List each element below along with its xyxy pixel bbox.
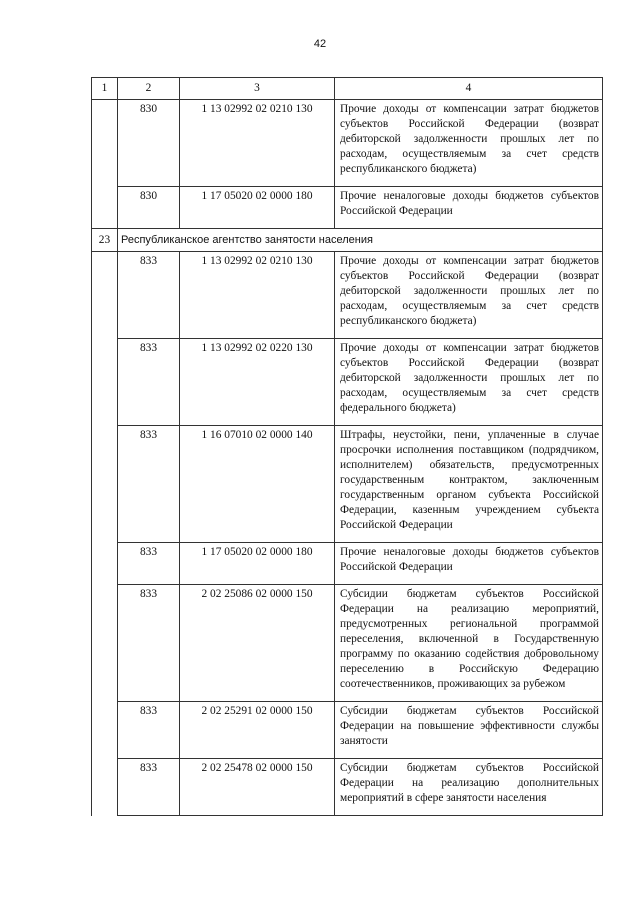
description-cell: Прочие доходы от компенсации затрат бюджетов субъектов Российской Федерации (возврат дебиторской задолженности прошлых лет по расходам, осуществляемым за счет средств федерального бюджета) xyxy=(335,339,603,426)
section-name: Республиканское агентство занятости населения xyxy=(118,229,603,252)
description-cell: Субсидии бюджетам субъектов Российской Федерации на реализацию дополнительных мероприятий в сфере занятости населения xyxy=(335,759,603,816)
table-row xyxy=(92,339,603,426)
admin-code-cell: 830 xyxy=(118,100,180,187)
row-number-cell xyxy=(92,759,118,816)
budget-code-cell: 2 02 25086 02 0000 150 xyxy=(180,585,335,702)
row-number-cell xyxy=(92,187,118,229)
section-number: 23 xyxy=(92,229,118,252)
admin-code-cell: 833 xyxy=(118,252,180,339)
table-header-row xyxy=(92,78,603,100)
row-number-cell xyxy=(92,100,118,187)
table-row xyxy=(92,759,603,816)
header-cell: 1 xyxy=(92,78,118,100)
budget-code-cell: 1 13 02992 02 0210 130 xyxy=(180,100,335,187)
table-row xyxy=(92,585,603,702)
header-cell: 2 xyxy=(118,78,180,100)
table-row xyxy=(92,100,603,187)
budget-code-cell: 1 17 05020 02 0000 180 xyxy=(180,187,335,229)
row-number-cell xyxy=(92,702,118,759)
budget-code-cell: 1 13 02992 02 0220 130 xyxy=(180,339,335,426)
row-number-cell xyxy=(92,252,118,339)
description-cell: Штрафы, неустойки, пени, уплаченные в случае просрочки исполнения поставщиком (подрядчиком, исполнителем) обязательств, предусмотренных государственным контрактом, заключенным государственным органом субъекта Российской Федерации, казенным учреждением субъекта Российской Федерации xyxy=(335,426,603,543)
table-row xyxy=(92,702,603,759)
description-cell: Прочие неналоговые доходы бюджетов субъектов Российской Федерации xyxy=(335,187,603,229)
row-number-cell xyxy=(92,543,118,585)
table-row xyxy=(92,543,603,585)
budget-code-cell: 2 02 25291 02 0000 150 xyxy=(180,702,335,759)
revenue-codes-table xyxy=(91,77,603,816)
budget-code-cell: 1 13 02992 02 0210 130 xyxy=(180,252,335,339)
admin-code-cell: 833 xyxy=(118,339,180,426)
section-row xyxy=(92,229,603,252)
budget-code-cell: 1 17 05020 02 0000 180 xyxy=(180,543,335,585)
admin-code-cell: 833 xyxy=(118,702,180,759)
row-number-cell xyxy=(92,426,118,543)
page-number: 42 xyxy=(313,38,327,50)
admin-code-cell: 830 xyxy=(118,187,180,229)
row-number-cell xyxy=(92,339,118,426)
admin-code-cell: 833 xyxy=(118,759,180,816)
admin-code-cell: 833 xyxy=(118,426,180,543)
description-cell: Прочие доходы от компенсации затрат бюджетов субъектов Российской Федерации (возврат дебиторской задолженности прошлых лет по расходам, осуществляемым за счет средств республиканского бюджета) xyxy=(335,252,603,339)
table-row xyxy=(92,252,603,339)
description-cell: Прочие доходы от компенсации затрат бюджетов субъектов Российской Федерации (возврат дебиторской задолженности прошлых лет по расходам, осуществляемым за счет средств республиканского бюджета) xyxy=(335,100,603,187)
description-cell: Субсидии бюджетам субъектов Российской Федерации на повышение эффективности службы занятости xyxy=(335,702,603,759)
admin-code-cell: 833 xyxy=(118,585,180,702)
budget-code-cell: 2 02 25478 02 0000 150 xyxy=(180,759,335,816)
table-row xyxy=(92,187,603,229)
description-cell: Прочие неналоговые доходы бюджетов субъектов Российской Федерации xyxy=(335,543,603,585)
row-number-cell xyxy=(92,585,118,702)
admin-code-cell: 833 xyxy=(118,543,180,585)
table-row xyxy=(92,426,603,543)
description-cell: Субсидии бюджетам субъектов Российской Федерации на реализацию мероприятий, предусмотренных региональной программой переселения, включенной в Государственную программу по оказанию содействия добровольному переселению в Российскую Федерацию соотечественников, проживающих за рубежом xyxy=(335,585,603,702)
header-cell: 4 xyxy=(335,78,603,100)
header-cell: 3 xyxy=(180,78,335,100)
budget-code-cell: 1 16 07010 02 0000 140 xyxy=(180,426,335,543)
